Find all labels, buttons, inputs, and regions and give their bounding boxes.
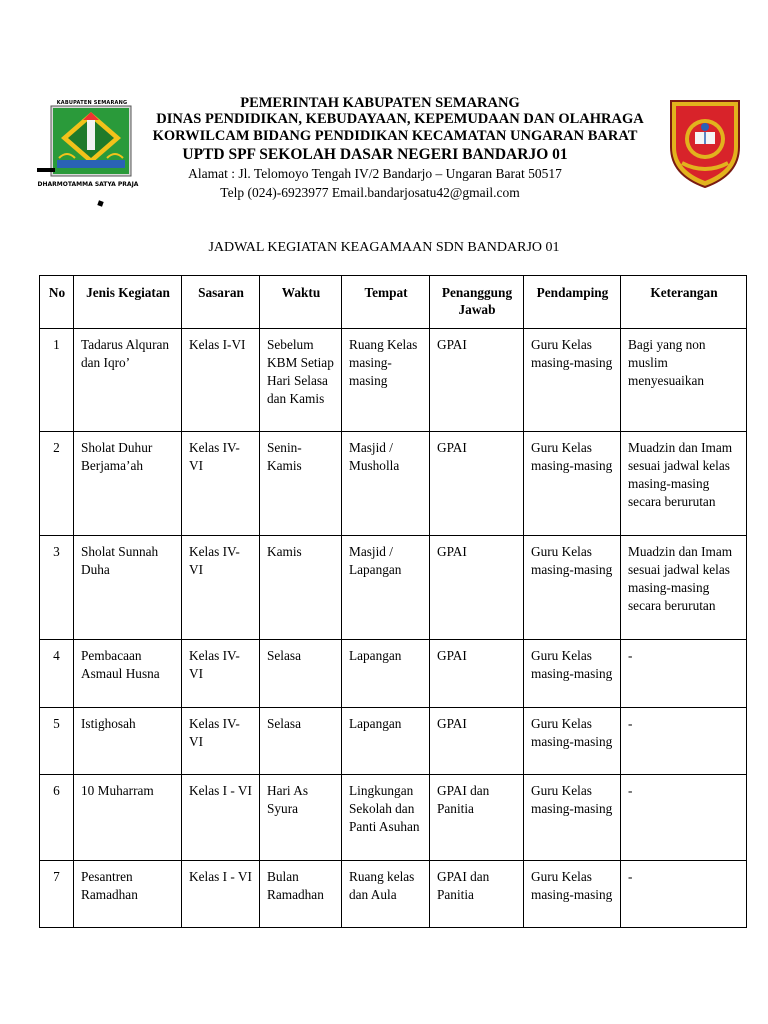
col-header-keterangan: Keterangan	[621, 276, 747, 329]
cell-keterangan: Bagi yang non muslim menyesuaikan	[621, 329, 747, 432]
header-line-korwilcam: KORWILCAM BIDANG PENDIDIKAN KECAMATAN UNGARAN BARAT	[152, 128, 638, 144]
col-header-no: No	[40, 276, 74, 329]
cell-waktu: Hari As Syura	[260, 775, 342, 861]
letterhead	[0, 0, 768, 210]
cell-penanggung-jawab: GPAI dan Panitia	[430, 861, 524, 928]
header-line-school: UPTD SPF SEKOLAH DASAR NEGERI BANDARJO 01	[182, 146, 568, 163]
cell-penanggung-jawab: GPAI	[430, 708, 524, 775]
logo-caption-top: KABUPATEN SEMARANG	[56, 100, 128, 106]
cell-pendamping: Guru Kelas masing-masing	[524, 536, 621, 640]
cell-waktu: Selasa	[260, 708, 342, 775]
cell-no: 6	[40, 775, 74, 861]
school-shield-icon	[668, 97, 742, 189]
cell-tempat: Lingkungan Sekolah dan Panti Asuhan	[342, 775, 430, 861]
cell-jenis-kegiatan: Istighosah	[74, 708, 182, 775]
cell-sasaran: Kelas I - VI	[182, 775, 260, 861]
cell-no: 3	[40, 536, 74, 640]
table-header-row	[40, 276, 747, 329]
cell-pendamping: Guru Kelas masing-masing	[524, 775, 621, 861]
document-title: JADWAL KEGIATAN KEAGAMAAN SDN BANDARJO 01	[208, 240, 560, 255]
cell-waktu: Senin-Kamis	[260, 432, 342, 536]
cell-tempat: Lapangan	[342, 708, 430, 775]
col-header-penanggung-jawab: Penanggung Jawab	[430, 276, 524, 329]
cell-penanggung-jawab: GPAI	[430, 536, 524, 640]
cell-sasaran: Kelas IV-VI	[182, 432, 260, 536]
cell-penanggung-jawab: GPAI dan Panitia	[430, 775, 524, 861]
table-row	[40, 536, 747, 640]
cell-sasaran: Kelas I-VI	[182, 329, 260, 432]
cell-waktu: Sebelum KBM Setiap Hari Selasa dan Kamis	[260, 329, 342, 432]
cell-keterangan: Muadzin dan Imam sesuai jadwal kelas masing-masing secara berurutan	[621, 536, 747, 640]
table-row	[40, 861, 747, 928]
table-row	[40, 775, 747, 861]
cell-pendamping: Guru Kelas masing-masing	[524, 329, 621, 432]
cell-tempat: Masjid / Lapangan	[342, 536, 430, 640]
cell-tempat: Ruang Kelas masing-masing	[342, 329, 430, 432]
cell-keterangan: -	[621, 708, 747, 775]
cell-sasaran: Kelas I - VI	[182, 861, 260, 928]
activity-schedule-table	[39, 275, 747, 928]
cell-keterangan: -	[621, 861, 747, 928]
cell-keterangan: Muadzin dan Imam sesuai jadwal kelas masing-masing secara berurutan	[621, 432, 747, 536]
col-header-sasaran: Sasaran	[182, 276, 260, 329]
cell-jenis-kegiatan: Tadarus Alquran dan Iqro’	[74, 329, 182, 432]
cell-penanggung-jawab: GPAI	[430, 432, 524, 536]
cell-no: 1	[40, 329, 74, 432]
cell-waktu: Bulan Ramadhan	[260, 861, 342, 928]
cell-pendamping: Guru Kelas masing-masing	[524, 640, 621, 708]
table-row	[40, 329, 747, 432]
cell-jenis-kegiatan: Sholat Sunnah Duha	[74, 536, 182, 640]
cell-tempat: Masjid / Musholla	[342, 432, 430, 536]
header-line-dinas: DINAS PENDIDIKAN, KEBUDAYAAN, KEPEMUDAAN DAN OLAHRAGA	[156, 111, 644, 127]
cell-no: 2	[40, 432, 74, 536]
school-crest-logo	[668, 97, 742, 189]
cell-tempat: Ruang kelas dan Aula	[342, 861, 430, 928]
cell-sasaran: Kelas IV-VI	[182, 640, 260, 708]
cell-pendamping: Guru Kelas masing-masing	[524, 432, 621, 536]
cell-keterangan: -	[621, 640, 747, 708]
cell-pendamping: Guru Kelas masing-masing	[524, 861, 621, 928]
table-row	[40, 640, 747, 708]
logo-motto: DHARMOTAMMA SATYA PRAJA	[37, 181, 139, 188]
cell-jenis-kegiatan: Pembacaan Asmaul Husna	[74, 640, 182, 708]
col-header-jenis-kegiatan: Jenis Kegiatan	[74, 276, 182, 329]
cell-jenis-kegiatan: Sholat Duhur Berjama’ah	[74, 432, 182, 536]
header-line-pemerintah: PEMERINTAH KABUPATEN SEMARANG	[240, 95, 520, 111]
cell-sasaran: Kelas IV-VI	[182, 708, 260, 775]
cell-penanggung-jawab: GPAI	[430, 329, 524, 432]
cell-tempat: Lapangan	[342, 640, 430, 708]
header-contact: Telp (024)-6923977 Email.bandarjosatu42@gmail.com	[220, 185, 520, 200]
stray-mark	[97, 200, 103, 206]
cell-no: 7	[40, 861, 74, 928]
table-row	[40, 708, 747, 775]
cell-jenis-kegiatan: 10 Muharram	[74, 775, 182, 861]
cell-jenis-kegiatan: Pesantren Ramadhan	[74, 861, 182, 928]
cell-pendamping: Guru Kelas masing-masing	[524, 708, 621, 775]
col-header-waktu: Waktu	[260, 276, 342, 329]
col-header-tempat: Tempat	[342, 276, 430, 329]
cell-no: 5	[40, 708, 74, 775]
header-address: Alamat : Jl. Telomoyo Tengah IV/2 Bandarjo – Ungaran Barat 50517	[188, 166, 562, 181]
cell-sasaran: Kelas IV-VI	[182, 536, 260, 640]
cell-no: 4	[40, 640, 74, 708]
table-row	[40, 432, 747, 536]
col-header-pendamping: Pendamping	[524, 276, 621, 329]
cell-penanggung-jawab: GPAI	[430, 640, 524, 708]
cell-waktu: Selasa	[260, 640, 342, 708]
cell-keterangan: -	[621, 775, 747, 861]
cell-waktu: Kamis	[260, 536, 342, 640]
